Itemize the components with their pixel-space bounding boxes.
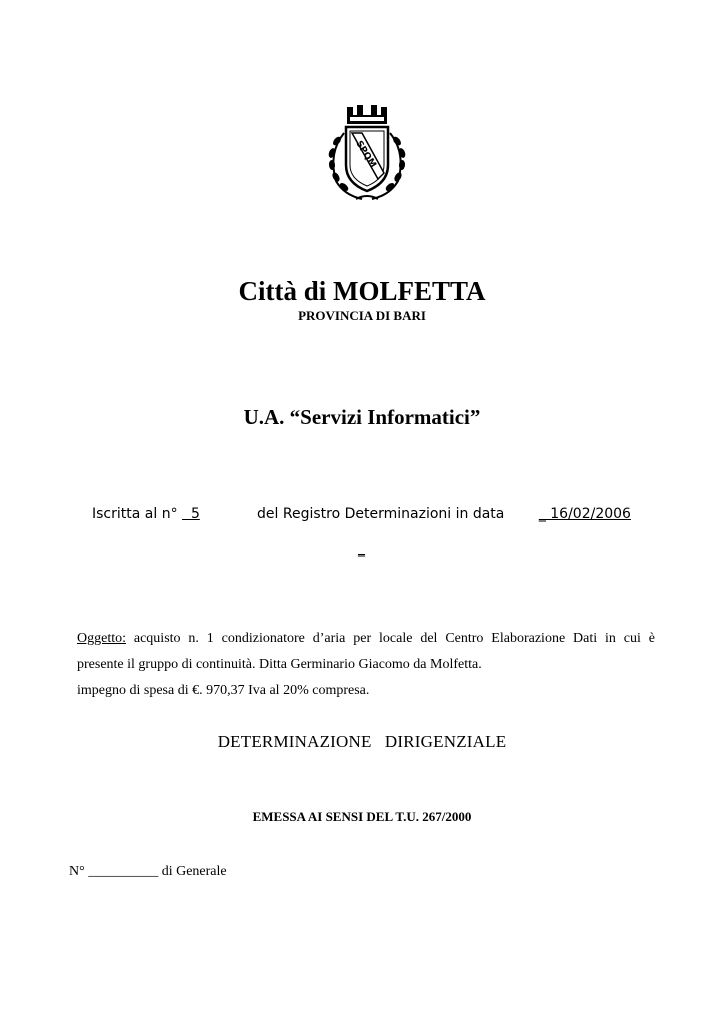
register-number: 5 [190, 506, 200, 522]
subject-line-1: acquisto n. 1 condizionatore d’aria per locale del Centro Elaborazione Dati in cui è [126, 631, 655, 646]
subject-label: Oggetto: [77, 631, 126, 646]
register-middle: del Registro Determinazioni in data [257, 506, 505, 522]
unit-title: U.A. “Servizi Informatici” [243, 405, 481, 429]
subject-line-3: impegno di spesa di €. 970,37 Iva al 20% compresa. [77, 683, 370, 698]
register-date: _ 16/02/2006 [538, 506, 631, 522]
province-subtitle: PROVINCIA DI BARI [298, 308, 426, 323]
emblem-text: SPQM [353, 139, 378, 170]
city-title: Città di MOLFETTA [238, 276, 486, 306]
register-line [92, 506, 631, 522]
city-coat-of-arms-icon [322, 103, 412, 203]
subject-block [77, 626, 655, 704]
general-number-line: N° __________ di Generale [69, 864, 227, 879]
subject-line-2: presente il gruppo di continuità. Ditta Germinario Giacomo da Molfetta. [77, 657, 482, 672]
law-reference: EMESSA AI SENSI DEL T.U. 267/2000 [252, 809, 472, 824]
register-dash: _ [358, 541, 365, 557]
register-prefix: Iscritta al n° [92, 506, 178, 522]
determination-title: DETERMINAZIONE DIRIGENZIALE [217, 732, 507, 751]
